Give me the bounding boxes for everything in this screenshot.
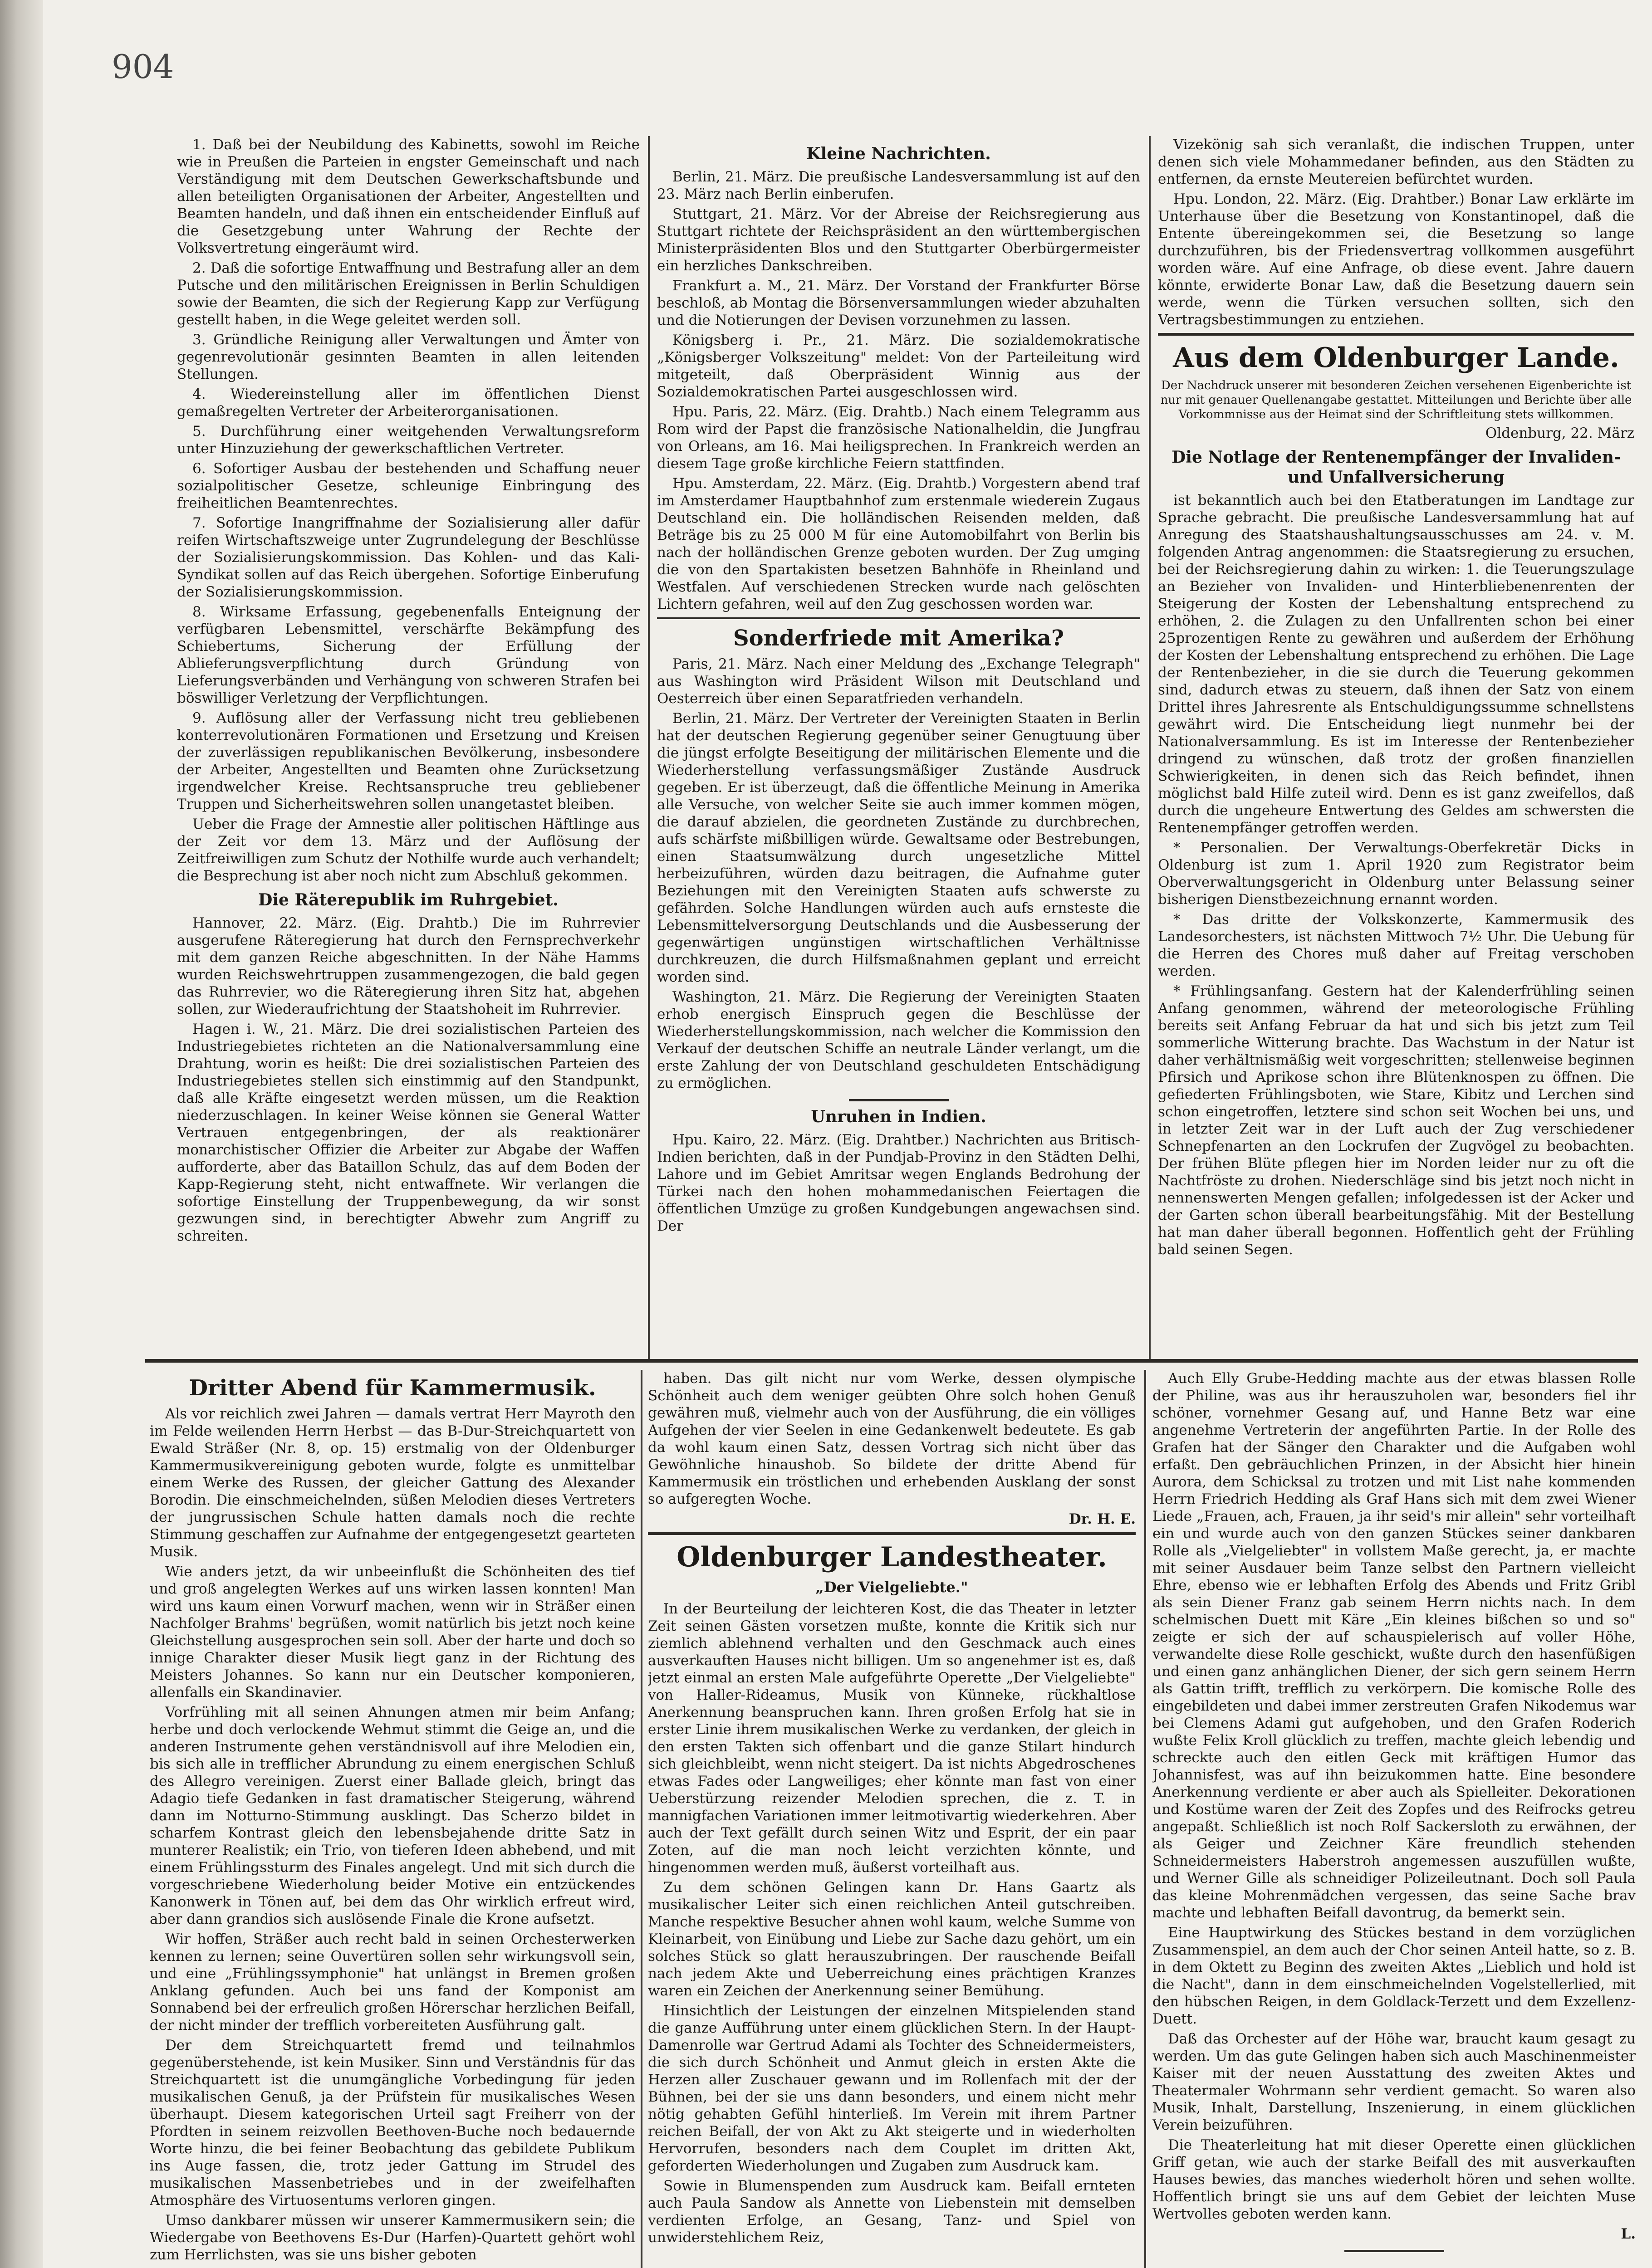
demand-item: 4. Wiedereinstellung aller im öffentlichen Dienst gemaßregelten Vertreter der Arbeiterorganisationen. — [177, 386, 640, 420]
column-divider — [641, 1370, 642, 2268]
review-paragraph: Sowie in Blumenspenden zum Ausdruck kam. Beifall ernteten auch Paula Sandow als Annette von Liebenstein mit demselben verdienten Erfolge, an Gesang, Tanz- und Spiel von unwiderstehlichem Reiz, — [648, 2178, 1136, 2246]
news-item: Berlin, 21. März. Die preußische Landesversammlung ist auf den 23. März nach Berlin einberufen. — [657, 169, 1140, 202]
review-paragraph: Der dem Streichquartett fremd und teilnahmlos gegenüberstehende, ist kein Musiker. Sinn und Verständnis für das Streichquartett ist die unumgängliche Vorbedingung für jeden musikalischen Genuß, ja der Prüfstein für musikalisches Wesen überhaupt. Diesem kategorischen Urteil sagt Freiherr von der Pfordten in seinem reizvollen Beethoven-Buche noch bedauernde Worte hinzu, die bei feiner Beobachtung das gebildete Publikum ins Auge fassen, die, trotz jeder Gattung im Strudel des musikalischen Massenbetriebes und in der zweifelhaften Atmosphäre des Virtuosentums verloren gingen. — [150, 2037, 635, 2209]
notlage-body — [1158, 492, 1634, 1258]
theater-review-continued — [1152, 1370, 1636, 2223]
demand-item: 3. Gründliche Reinigung aller Verwaltungen und Ämter von gegenrevolutionär gesinnten Beamten in allen leitenden Stellungen. — [177, 332, 640, 382]
heading-kleine-nachrichten: Kleine Nachrichten. — [806, 144, 991, 163]
review-paragraph: Wir hoffen, Sträßer auch recht bald in seinen Orchesterwerken kennen zu lernen; seine Ouvertüren sollen sehr wirkungsvoll sein, und eine „Frühlingssymphonie" hat unlängst in Bremen großen Anklang gefunden. Auch bei uns fand der Komponist am Sonnabend bei der erfreulich großen Hörerschar herzlichen Beifall, der nicht minder der trefflich vorbereiteten Ausführung galt. — [150, 1931, 635, 2033]
review-paragraph: Hinsichtlich der Leistungen der einzelnen Mitspielenden stand die ganze Aufführung unter einem glücklichen Stern. In der Haupt-Damenrolle war Gertrud Adami als Tochter des Schneidermeisters, die sich durch Schönheit und Anmut gleich in ersten Akte die Herzen aller Zuschauer gewann und im Rollenfach mit der der Bühnen, bei der sie uns dann besonders, und einem nicht mehr nötig gehabten Gefühl hinterließ. Im Verein mit ihrem Partner reichen Beifall, der von Akt zu Akt steigerte und in wiederholten Hervorrufen, besonders nach dem Couplet im dritten Akt, geforderten Wiederholungen und Zugaben zum Ausdruck kam. — [648, 2003, 1136, 2174]
column-theater-continued — [1152, 1370, 1636, 2268]
column-divider — [1144, 1370, 1146, 2268]
news-item: Vizekönig sah sich veranlaßt, die indischen Truppen, unter denen sich viele Mohammedaner befinden, aus den Städten zu entfernen, da ernste Meutereien befürchtet wurden. — [1158, 137, 1634, 187]
column-divider — [1149, 136, 1151, 1361]
review-paragraph: haben. Das gilt nicht nur vom Werke, dessen olympische Schönheit auch dem weniger geübten Ohre solch hohen Genuß gewähren muß, vielmehr auch von der Ausführung, die ein völliges Aufgehen der vier Seelen in eine Gedankenwelt bedeutete. Es gab da wohl kaum einen Satz, dessen Vortrag sich nicht über das Gewöhnliche hinaushob. So bildete der dritte Abend für Kammermusik ein tröstlichen und erhebenden Ausklang der sonst so aufgeregten Woche. — [648, 1370, 1136, 1507]
demand-item: 6. Sofortiger Ausbau der bestehenden und Schaffung neuer sozialpolitischer Gesetze, schleunige Einbringung des freiheitlichen Beamtenrechtes. — [177, 460, 640, 511]
review-paragraph: Eine Hauptwirkung des Stückes bestand in dem vorzüglichen Zusammenspiel, an dem auch der Chor seinen Anteil hatte, so z. B. in dem Oktett zu Beginn des zweiten Aktes „Lieblich und hold ist die Nacht", dann in dem einschmeichelnden Vogelstellerlied, mit den hübschen Reigen, in dem Goldlack-Terzett und dem Exzellenz-Duett. — [1152, 1925, 1636, 2027]
section-divider — [1158, 333, 1634, 336]
review-paragraph: In der Beurteilung der leichteren Kost, die das Theater in letzter Zeit seinen Gästen vorsetzen mußte, konnte die Kritik sich nur ziemlich ablehnend verhalten und den Geschmack auch eines ausverkauften Hauses nicht billigen. Um so angenehmer ist es, daß jetzt einmal an ersten Male aufgeführte Operette „Der Vielgeliebte" von Haller-Rideamus, Musik von Künneke, rückhaltlose Anerkennung beanspruchen kann. Ihren großen Erfolg hat sie in erster Linie ihrem musikalischen Werke zu verdanken, der gleich in den ersten Takten sich offenbart und die ganze Stilart hindurch sich gleichbleibt, wenn nicht steigert. Da ist nichts Abgedroschenes etwas Fades oder Langweiliges; eher könnte man fast von einer Ueberstürzung reizender Melodien sprechen, die z. T. in mannigfachen Variationen immer leitmotivartig wiederkehren. Aber auch der Text gefällt durch seinen Witz und Esprit, der ein paar Zoten, auf die man noch leicht verzichten könnte, und hingenommen werden muß, äußerst vorteilhaft aus. — [648, 1601, 1136, 1876]
news-item: Stuttgart, 21. März. Vor der Abreise der Reichsregierung aus Stuttgart richtete der Reichspräsident an den württembergischen Ministerpräsidenten Blos und den Stuttgarter Oberbürgermeister ein herzliches Dankschreiben. — [657, 206, 1140, 274]
local-news-item: * Personalien. Der Verwaltungs-Oberfekretär Dicks in Oldenburg ist zum 1. April 1920 zum Registrator beim Oberverwaltungsgericht in Oldenburg unter Belassung seiner bisherigen Dienstbezeichnung ernannt worden. — [1158, 840, 1634, 908]
landestheater-body — [648, 1600, 1136, 2246]
column-kammermusik — [150, 1370, 635, 2268]
column-oldenburg — [1158, 136, 1634, 1334]
section-separator — [145, 1359, 1638, 1363]
article-paragraph: Berlin, 21. März. Der Vertreter der Vereinigten Staaten in Berlin hat der deutschen Regierung gegenüber seiner Genugtuung über die jüngst erfolgte Beseitigung der militärischen Elemente und die Wiederherstellung verfassungsmäßiger Zustände Ausdruck gegeben. Er ist überzeugt, daß die öffentliche Meinung in Amerika alle Versuche, von welcher Seite sie auch immer kommen mögen, die darauf abzielen, die geordneten Zustände zu durchbrechen, aufs schärfste mißbilligen würde. Gewaltsame oder Bestrebungen, einen Staatsumwälzung durch ungesetzliche Mittel herbeizuführen, würden dazu beitragen, die Aufnahme guter Beziehungen mit den Vereinigten Staaten aufs schwerste zu gefährden. Solche Handlungen würden auch aufs ernsteste die Lebensmittelversorgung Deutschlands und die Ausbesserung der gegenwärtigen ungünstigen wirtschaftlichen Verhältnisse durchkreuzen, die durch Hilfsmaßnahmen geplant und erreicht worden sind. — [657, 710, 1140, 985]
article-paragraph: Washington, 21. März. Die Regierung der Vereinigten Staaten erhob energisch Einspruch gegen die Beschlüsse der Wiederherstellungskommission, nach welcher die Kommission den Verkauf der deutschen Schiffe an neutrale Länder verlangt, um die erste Zahlung der von Deutschland geschuldeten Entschädigung zu ermöglichen. — [657, 989, 1140, 1091]
demand-item: 2. Daß die sofortige Entwaffnung und Bestrafung aller an dem Putsche und den militärischen Ereignissen in Berlin Schuldigen sowie der Beamten, die sich der Regierung Kapp zur Verfügung gestellt haben, in die Wege geleitet werden soll. — [177, 260, 640, 328]
news-item: Hpu. Paris, 22. März. (Eig. Drahtb.) Nach einem Telegramm aus Rom wird der Papst die französische Nationalheldin, die Jungfrau von Orleans, am 16. Mai heiligsprechen. In Frankreich werden an diesem Tage große kirchliche Feiern stattfinden. — [657, 404, 1140, 472]
demand-item: 7. Sofortige Inangriffnahme der Sozialisierung aller dafür reifen Wirtschaftszweige unter Zugrundelegung der Beschlüsse der Sozialisierungskommission. Das Kohlen- und das Kali-Syndikat sollen auf das Reich übergehen. Sofortige Einberufung der Sozialisierungskommission. — [177, 515, 640, 600]
demand-item: 9. Auflösung aller der Verfassung nicht treu gebliebenen konterrevolutionären Formationen und Ersetzung und Kreisen der zuverlässigen republikanischen Bevölkerung, insbesondere der Arbeiter, Angestellten und Beamten ohne Zurücksetzung irgendwelcher Kreise. Rechtsanspruche treu gebliebener Truppen und Sicherheitswehren sollen unangetastet bleiben. — [177, 710, 640, 812]
dateline: Oldenburg, 22. März — [1485, 425, 1634, 441]
demand-item: 5. Durchführung einer weitgehenden Verwaltungsreform unter Hinzuziehung der gewerkschaftlichen Vertreter. — [177, 423, 640, 457]
review-paragraph: Daß das Orchester auf der Höhe war, braucht kaum gesagt zu werden. Um das gute Gelingen haben sich auch Maschinenmeister Kaiser mit der neuen Ausstattung des zweiten Aktes und Theatermaler Wohrmann sehr verdient gemacht. So waren also Musik, Inhalt, Darstellung, Inszenierung, in einem glücklichen Verein beizuführen. — [1152, 2031, 1636, 2133]
local-news-item: ist bekanntlich auch bei den Etatberatungen im Landtage zur Sprache gebracht. Die preußische Landesversammlung hat auf Anregung des Staatshaushaltungsausschusses am 24. v. M. folgenden Antrag angenommen: die Staatsregierung zu ersuchen, bei der Reichsregierung dahin zu wirken: 1. die Teuerungszulage an Bezieher von Invaliden- und Hinterbliebenenrenten der Steigerung der Kosten der Lebenshaltung entsprechend zu erhöhen, 2. die Zulagen zu den Unfallrenten schon bei einer 25prozentigen Rente zu gewähren und außerdem der Erhöhung der Kosten der Lebenshaltung entsprechend zu erhöhen. Die Lage der Rentenbezieher, in die sie durch die Teuerung gekommen sind, dadurch etwas zu steuern, daß ihnen der Satz von einem Drittel ihres Jahresrente als Entschuldigungssumme schnellstens gewährt wird. Die Entscheidung liegt nunmehr bei der Nationalversammlung. Es ist im Interesse der Rentenbezieher dringend zu wünschen, daß trotz der großen finanziellen Schwierigkeiten, in denen sich das Reich befindet, ihnen möglichst bald Hilfe zuteil wird. Denn es ist ganz zweifellos, daß durch die ungeheure Entwertung des Geldes am schwersten die Rentenempfänger getroffen werden. — [1158, 492, 1634, 836]
kleine-nachrichten-body — [657, 168, 1140, 613]
review-paragraph: Umso dankbarer müssen wir unserer Kammermusikern sein; die Wiedergabe von Beethovens Es-Dur (Harfen)-Quartett gehört wohl zum Herrlichsten, was sie uns bisher geboten — [150, 2212, 635, 2263]
news-item: Hpu. London, 22. März. (Eig. Drahtber.) Bonar Law erklärte im Unterhause über die Besetzung von Konstantinopel, daß die Entente übereingekommen sei, die Besetzung so lange durchzuführen, bis der Friedensvertrag vollkommen ausgeführt worden wäre. Auf eine Anfrage, ob diese event. Jahre dauern könnte, erwiderte Bonar Law, daß die Besetzung dauern sein werde, wenn die Türken versuchen sollten, sich den Vertragsbestimmungen zu entziehen. — [1158, 191, 1634, 328]
article-paragraph: Hpu. Kairo, 22. März. (Eig. Drahtber.) Nachrichten aus Britisch-Indien berichten, daß in der Pundjab-Provinz in den Städten Delhi, Lahore und im Gebiet Amritsar wegen Englands Bedrohung der Türkei nach den hohen mohammedanischen Feiertagen die öffentlichen Umzüge zu großen Kundgebungen angewachsen sind. Der — [657, 1132, 1140, 1234]
column-politics — [177, 136, 640, 1334]
heading-oldenburger-lande: Aus dem Oldenburger Lande. — [1173, 342, 1619, 374]
reprint-notice: Der Nachdruck unserer mit besonderen Zeichen versehenen Eigenberichte ist nur mit genauer Quellenangabe gestattet. Mitteilungen und Berichte über alle Vorkommnisse aus der Heimat sind der Schriftleitung stets willkommen. — [1160, 379, 1632, 421]
book-binding-gutter — [0, 0, 43, 2268]
news-item: Königsberg i. Pr., 21. März. Die sozialdemokratische „Königsberger Volkszeitung" meldet: Von der Parteileitung wird mitgeteilt, daß Oberpräsident Winnig aus der Sozialdemokratischen Partei ausgeschlossen wird. — [657, 332, 1140, 400]
kammermusik-body — [150, 1405, 635, 2263]
section-divider — [657, 617, 1140, 619]
article-paragraph: Hagen i. W., 21. März. Die drei sozialistischen Parteien des Industriegebietes richteten an die Nationalversammlung eine Drahtung, worin es heißt: Die drei sozialistischen Parteien des Industriegebietes stellen sich einstimmig auf den Standpunkt, daß alle Kräfte eingesetzt werden müssen, um die Reaktion niederzuschlagen. In keiner Weise können sie General Watter Vertrauen entgegenbringen, der als reaktionärer monarchistischer Offizier die Arbeiter zur Abgabe der Waffen aufforderte, aber das Bataillon Schulz, das auf dem Boden der Kapp-Regierung steht, nicht entwaffnete. Wir verlangen die sofortige Einstellung der Truppenbewegung, da wir sonst gezwungen sind, in berechtigter Abwehr zum Angriff zu schreiten. — [177, 1021, 640, 1244]
demand-item: 8. Wirksame Erfassung, gegebenenfalls Enteignung der verfügbaren Lebensmittel, verschärfte Bekämpfung des Schiebertums, Sicherung der Erfüllung der Ablieferungsverpflichtung durch Gründung von Lieferungsverbänden und Verhängung von schweren Strafen bei böswilliger Verletzung der Verpflichtungen. — [177, 604, 640, 706]
news-item: Frankfurt a. M., 21. März. Der Vorstand der Frankfurter Börse beschloß, ab Montag die Börsenversammlungen wieder abzuhalten und die Notierungen der Devisen vorzunehmen zu lassen. — [657, 278, 1140, 328]
review-paragraph: Zu dem schönen Gelingen kann Dr. Hans Gaartz als musikalischer Leiter sich einen reichlichen Anteil gutschreiben. Manche respektive Besucher ahnen wohl kaum, welche Summe von Kleinarbeit, von Einübung und Liebe zur Sache dazu gehört, um ein solches Stück so glatt herauszubringen. Der rauschende Beifall nach jedem Akte und Ueberreichung eines prächtigen Kranzes waren ein Zeichen der Anerkennung seiner Bemühung. — [648, 1879, 1136, 1999]
heading-unruhen-indien: Unruhen in Indien. — [811, 1107, 986, 1126]
unruhen-body — [657, 1131, 1140, 1235]
review-paragraph: Als vor reichlich zwei Jahren — damals vertrat Herr Mayroth den im Felde weilenden Herrn Herbst — das B-Dur-Streichquartett von Ewald Sträßer (Nr. 8, op. 15) erstmalig von der Oldenburger Kammermusikvereinigung geboten wurde, folgte es unmittelbar einem Werke des Russen, der gleicher Gattung des Alexander Borodin. Die einschmeichelnden, süßen Melodien dieses Vertreters der jungrussischen Schule hatten damals noch die rechte Stimmung geschaffen zur Aufnahme der entgegengesetzt gearteten Musik. — [150, 1406, 635, 1560]
raeterepublik-body — [177, 914, 640, 1245]
kammermusik-continued — [648, 1370, 1136, 1508]
review-paragraph: Wie anders jetzt, da wir unbeeinflußt die Schönheiten des tief und groß angelegten Werkes auf uns wirken lassen konnten! Man wird uns kaum einen Vorwurf machen, wenn wir in Sträßer einen Nachfolger Brahms' begrüßen, womit natürlich bis jetzt noch keine Gleichstellung ausgesprochen sein soll. Aber der harte und doch so innige Charakter dieser Musik liegt ganz in der Richtung des Meisters Johannes. So kann nur ein Deutscher komponieren, allenfalls ein Skandinavier. — [150, 1564, 635, 1701]
heading-raeterepublik: Die Räterepublik im Ruhrgebiet. — [258, 890, 559, 909]
article-paragraph: Hannover, 22. März. (Eig. Drahtb.) Die im Ruhrrevier ausgerufene Räteregierung hat durch den Fernsprechverkehr mit dem ganzen Reiche abgeschnitten. In der Nähe Hamms wurden Reichswehrtruppen zusammengezogen, die bald gegen das Ruhrrevier, wo die Räteregierung ihren Sitz hat, abgehen sollen, zur Wiederaufrichtung der Staatshoheit im Ruhrrevier. — [177, 915, 640, 1017]
end-rule — [1344, 2250, 1444, 2252]
article-paragraph: Paris, 21. März. Nach einer Meldung des „Exchange Telegraph" aus Washington wird Präsident Wilson mit Deutschland und Oesterreich über einen Separatfrieden verhandeln. — [657, 656, 1140, 707]
demands-list — [177, 136, 640, 885]
author-signature: Dr. H. E. — [1069, 1511, 1136, 1527]
author-signature: L. — [1621, 2226, 1636, 2242]
section-divider — [849, 1099, 949, 1101]
review-paragraph: Auch Elly Grube-Hedding machte aus der etwas blassen Rolle der Philine, was aus ihr herauszuholen war, besonders fiel ihr schöner, vornehmer Gesang auf, und Hanne Betz war eine angenehme Vertreterin der angeführten Partie. In der Rolle des Grafen hat der Sänger den Charakter und die Aufgaben wohl erfaßt. Den gebräuchlichen Prinzen, in der Absicht hier hinein Aurora, dem Schicksal zu trotzen und mit List nahe kommenden Herrn Friedrich Hedding als Graf Hans sich mit dem zwei Wiener Liede „Frauen, ach, Frauen, ja ihr seid's mir allein" sehr vorteilhaft ein und wurde auch von den ganzen Stückes seiner dankbaren Rolle als „Vielgeliebter" in vollstem Maße gerecht, ja, er machte mit seiner Ausdauer beim Tanze selbst den Partnern vielleicht Ehre, ebenso wie er lebhaften Erfolg des Abends und Fritz Gribl als sein Diener Franz gab seinem Herrn nichts nach. In dem schelmischen Duett mit Käre „Ein kleines bißchen so und so" zeigte er sich der auf schauspielerisch auf voller Höhe, verwandelte diese Rolle geschickt, wußte durch den hasenfüßigen und einen ganz anhänglichen Diener, der sich gern seinem Herrn als Gattin trifft, trefflich zu verkörpern. Die komische Rolle des eingebildeten und dabei immer zerstreuten Grafen Nikodemus war bei Clemens Adami gut aufgehoben, und den Grafen Roderich wußte Felix Kroll glücklich zu treffen, machte gleich lebendig und schreckte auch den eitlen Geck mit kräftigen Humor das Johannisfest, was auf ihn beizukommen hatte. Eine besondere Anerkennung verdiente er aber auch als Spielleiter. Dekorationen und Kostüme waren der Zeit des Zopfes und des Reifrocks getreu angepaßt. Schließlich ist noch Rolf Sackersloth zu erwähnen, der als Geiger und Zeichner Käre freundlich stehenden Schneidermeisters Haberstroh angemessen auszufüllen wußte, und Werner Gille als schneidiger Polizeileutnant. Doch soll Paula das kleine Mohrenmädchen vergessen, das seine Sache brav machte und lebhaften Beifall davontrug, da bemerkt sein. — [1152, 1370, 1636, 1921]
heading-sonderfriede: Sonderfriede mit Amerika? — [733, 626, 1064, 651]
heading-notlage: Die Notlage der Rentenempfänger der Invaliden- und Unfallversicherung — [1172, 448, 1621, 487]
section-divider — [648, 1532, 1136, 1535]
column-news — [657, 138, 1140, 1336]
review-paragraph: Vorfrühling mit all seinen Ahnungen atmen mir beim Anfang; herbe und doch verlockende Wehmut stimmt die Geige an, und die anderen Instrumente gehen verständnisvoll auf ihre Melodien ein, bis sich alle in trefflicher Abrundung zu einem energischen Schluß des Allegro vereinigen. Zuerst einer Ballade gleich, bringt das Adagio tiefe Gedanken in fast dramatischer Steigerung, während dann im Notturno-Stimmung ausklingt. Das Scherzo bildet in scharfem Kontrast gleich den lebensbejahende dritte Satz in munterer Realistik; ein Trio, von tieferen Ideen abhebend, und mit einem Frühlingssturm des Finales angelegt. Und mit sich durch die vorgeschriebene Wiederholung beider Motive ein entzückendes Kanonwerk in Tönen auf, bei dem das Ohr wirklich erfreut wird, aber dann grandios sich auslösende Finale die Krone aufsetzt. — [150, 1704, 635, 1927]
demand-item: 1. Daß bei der Neubildung des Kabinetts, sowohl im Reiche wie in Preußen die Parteien in engster Gemeinschaft und nach Verständigung mit dem Deutschen Gewerkschaftsbunde und allen beteiligten Organisationen der Arbeiter, Angestellten und Beamten handeln, und daß ihnen ein entscheidender Einfluß auf die Gesetzgebung unter Wahrung der Rechte der Volksvertretung eingeräumt wird. — [177, 137, 640, 256]
foreign-news-body — [1158, 136, 1634, 328]
sonderfriede-body — [657, 655, 1140, 1092]
heading-kammermusik: Dritter Abend für Kammermusik. — [189, 1375, 596, 1401]
page-number: 904 — [112, 48, 174, 86]
local-news-item: * Frühlingsanfang. Gestern hat der Kalenderfrühling seinen Anfang genommen, während der meteorologische Frühling bereits seit Anfang Februar da hat und sich bis jetzt zum Teil sommerliche Witterung brachte. Das Wachstum in der Natur ist daher verhältnismäßig weit vorgeschritten; stellenweise beginnen Pfirsich und Aprikose schon ihre Blütenknospen zu öffnen. Die gefiederten Frühlingsboten, wie Stare, Kibitz und Lerchen sind schon eingetroffen, letztere sind schon seit Wochen bei uns, und in letzter Zeit war in der Luft auch der Zug verschiedener Schnepfenarten an den Lockrufen der Zugvögel zu beobachten. Der frühen Blüte pflegen hier im Norden leider nur zu oft die Nachtfröste zu drohen. Niederschläge sind bis jetzt noch nicht in nennenswerten Mengen gefallen; infolgedessen ist der Acker und der Garten schon überall bearbeitungsfähig. Mit der Bestellung hat man daher überall begonnen. Hoffentlich geht der Frühling bald seinen Segen. — [1158, 983, 1634, 1258]
column-landestheater — [648, 1370, 1136, 2268]
local-news-item: * Das dritte der Volkskonzerte, Kammermusik des Landesorchesters, ist nächsten Mittwoch 7½ Uhr. Die Uebung für die Herren des Chores muß daher auf Freitag verschoben werden. — [1158, 911, 1634, 979]
demand-item: Ueber die Frage der Amnestie aller politischen Häftlinge aus der Zeit vor dem 13. März und der Auflösung der Zeitfreiwilligen zum Schutz der Nothilfe wurde auch verhandelt; die Besprechung ist aber noch nicht zum Abschluß gekommen. — [177, 816, 640, 884]
heading-landestheater: Oldenburger Landestheater. — [676, 1541, 1107, 1573]
column-divider — [648, 136, 650, 1361]
news-item: Hpu. Amsterdam, 22. März. (Eig. Drahtb.) Vorgestern abend traf im Amsterdamer Hauptbahnhof zum erstenmale wiederein Zugaus Deutschland ein. Die holländischen Reisenden melden, daß Beträge bis zu 25 000 M für eine Automobilfahrt von Berlin bis nach der holländischen Grenze geboten wurden. Der Zug umging die von den Spartakisten besetzen Bahnhöfe in Rheinland und Westfalen. Auf verschiedenen Strecken wurde nach gelöschten Lichtern gefahren, weil auf den Zug geschossen worden war. — [657, 475, 1140, 612]
subheading-vielgeliebte: „Der Vielgeliebte." — [815, 1579, 968, 1596]
review-paragraph: Die Theaterleitung hat mit dieser Operette einen glücklichen Griff getan, wie auch der starke Beifall des mit ausverkauften Hauses bewies, das manches wiederholt hören und sehen wollte. Hoffentlich bringt sie uns auf dem Gebiet der leichten Muse Wertvolles geboten werden kann. — [1152, 2137, 1636, 2222]
